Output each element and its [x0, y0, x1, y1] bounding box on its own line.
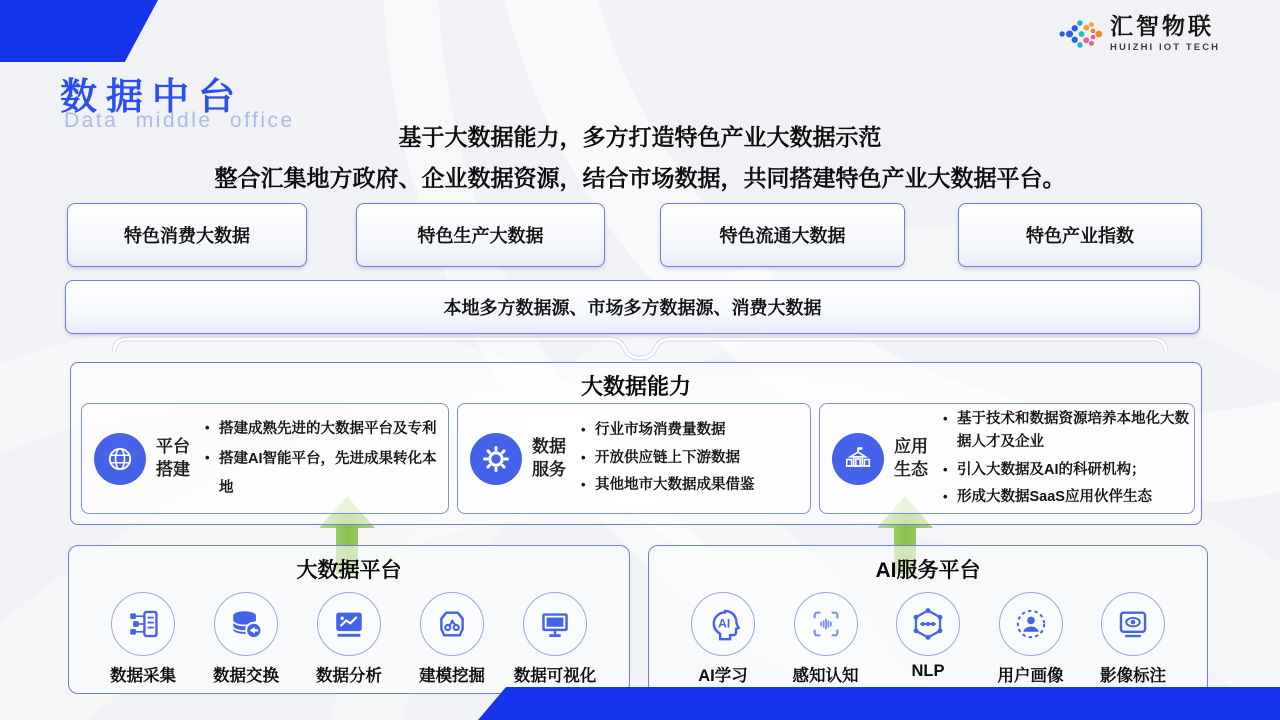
bullet: • 其他地市大数据成果借鉴: [578, 474, 755, 497]
brace-connector: [112, 334, 1168, 364]
modeling-icon: [420, 592, 484, 656]
gear-icon: [470, 433, 522, 485]
perception-icon: [794, 592, 858, 656]
bullet: • 开放供应链上下游数据: [578, 447, 755, 470]
ai-platform-box: [648, 545, 1208, 694]
collect-icon: [111, 592, 175, 656]
capability-box: [70, 362, 1202, 525]
item-data-analysis: 数据分析: [299, 592, 399, 686]
top-box-index: 特色产业指数: [958, 203, 1202, 267]
top-box-production: 特色生产大数据: [356, 203, 605, 267]
bigdata-items: [69, 584, 629, 686]
bullet: • 搭建成熟先进的大数据平台及专利: [202, 415, 444, 443]
bullet: • 搭建AI智能平台，先进成果转化本地: [202, 445, 444, 502]
capability-card-service: [457, 403, 811, 514]
item-data-collection: 数据采集: [93, 592, 193, 686]
bullet: • 行业市场消费量数据: [578, 419, 755, 442]
item-data-exchange: 数据交换: [196, 592, 296, 686]
card-label: 平台 搭建: [156, 437, 190, 479]
item-image-annotation: 影像标注: [1083, 592, 1183, 686]
capability-card-ecosystem: [819, 403, 1195, 514]
bottom-accent-bar: [478, 687, 1280, 720]
top-box-consumption: 特色消费大数据: [67, 203, 307, 267]
item-perception: 感知认知: [776, 592, 876, 686]
nlp-icon: [896, 592, 960, 656]
item-ai-learning: AI AI学习: [673, 592, 773, 686]
building-icon: [832, 433, 884, 485]
logo-name: 汇智物联: [1110, 13, 1214, 39]
ai-platform-title: AI服务平台: [875, 559, 981, 582]
svg-text:AI: AI: [718, 616, 731, 631]
bullet: • 基于技术和数据资源培养本地化大数据人才及企业: [940, 408, 1190, 455]
card-bullets: [940, 404, 1190, 514]
exchange-icon: [214, 592, 278, 656]
capability-card-platform: [81, 403, 449, 514]
data-source-box: 本地多方数据源、市场多方数据源、消费大数据: [65, 280, 1200, 334]
intro-line-2: 整合汇集地方政府、企业数据资源，结合市场数据，共同搭建特色产业大数据平台。: [214, 165, 1066, 191]
page-title: 数据中台: [60, 76, 244, 117]
visualization-icon: [523, 592, 587, 656]
bullet: • 形成大数据SaaS应用伙伴生态: [940, 486, 1190, 509]
ai-head-icon: [691, 592, 755, 656]
item-modeling-mining: 建模挖掘: [402, 592, 502, 686]
item-user-portrait: 用户画像: [981, 592, 1081, 686]
portrait-icon: [999, 592, 1063, 656]
top-box-circulation: 特色流通大数据: [660, 203, 905, 267]
bigdata-platform-box: [68, 545, 630, 694]
intro-line-1: 基于大数据能力，多方打造特色产业大数据示范: [398, 124, 882, 150]
analysis-icon: [317, 592, 381, 656]
globe-icon: [94, 433, 146, 485]
card-bullets: [202, 413, 444, 504]
card-bullets: [578, 415, 755, 501]
logo-network-icon: [1058, 15, 1104, 53]
page-subtitle: Data middle office: [64, 109, 295, 132]
item-data-visualization: 数据可视化: [505, 592, 605, 686]
logo-tagline: HUIZHI IOT TECH: [1110, 42, 1221, 53]
logo: [1058, 15, 1220, 53]
card-label: 应用 生态: [894, 437, 928, 479]
bullet: • 引入大数据及AI的科研机构；: [940, 459, 1190, 482]
card-label: 数据 服务: [532, 437, 566, 479]
capability-title: 大数据能力: [580, 374, 691, 399]
item-nlp: NLP: [878, 592, 978, 686]
annotation-icon: [1101, 592, 1165, 656]
ai-items: [649, 584, 1207, 686]
bigdata-platform-title: 大数据平台: [296, 559, 402, 582]
